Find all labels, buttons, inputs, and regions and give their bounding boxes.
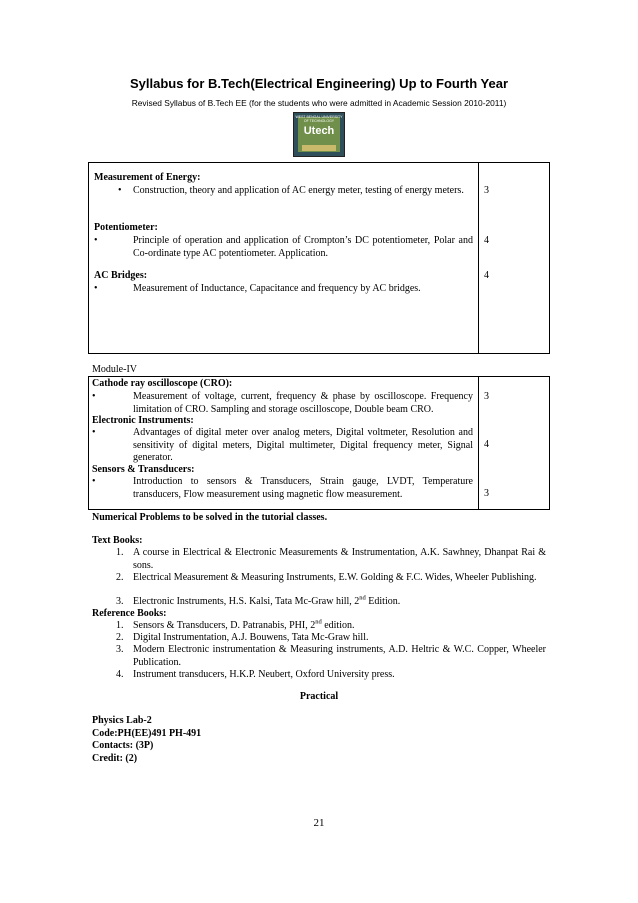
hours-energy: 3 <box>484 185 489 196</box>
text-book-item <box>133 596 546 609</box>
text-books-heading: Text Books: <box>92 535 143 546</box>
bullet-icon: • <box>118 185 122 196</box>
module-label: Module-IV <box>92 364 137 375</box>
reference-book-num: 4. <box>116 669 124 680</box>
logo-text: WEST BENGAL UNIVERSITY OF TECHNOLOGY <box>295 115 343 123</box>
bullet-icon: • <box>92 476 96 487</box>
hours-ac-bridges: 4 <box>484 270 489 281</box>
hours-cro: 3 <box>484 391 489 402</box>
section-heading-sensors: Sensors & Transducers: <box>92 464 195 475</box>
university-logo <box>293 112 345 157</box>
bullet-icon: • <box>94 235 98 246</box>
table-1-divider <box>478 162 479 354</box>
reference-book-item: Instrument transducers, H.K.P. Neubert, Oxford University press. <box>133 669 395 680</box>
hours-potentiometer: 4 <box>484 235 489 246</box>
section-heading-electronic-instruments: Electronic Instruments: <box>92 415 194 426</box>
reference-book-item-a: Sensors & Transducers, D. Patranabis, PHI, 2 <box>133 620 316 631</box>
section-heading-energy: Measurement of Energy: <box>94 172 201 183</box>
text-book-item-a: Electronic Instruments, H.S. Kalsi, Tata Mc-Graw hill, 2 <box>133 596 360 607</box>
reference-book-num: 1. <box>116 620 124 631</box>
page-number: 21 <box>313 817 325 829</box>
logo-word: Utech <box>303 125 335 137</box>
text-book-item-b: Edition. <box>365 596 401 607</box>
section-text-energy: Construction, theory and application of AC energy meter, testing of energy meters. <box>133 185 464 196</box>
section-text-potentiometer: Principle of operation and application of Crompton’s DC potentiometer, Polar and Co-ordinate type AC potentiometer. Application. <box>133 235 473 259</box>
reference-books-heading: Reference Books: <box>92 608 167 619</box>
tutorial-note: Numerical Problems to be solved in the tutorial classes. <box>92 512 328 523</box>
hours-sensors: 3 <box>484 488 489 499</box>
lab-code: Code:PH(EE)491 PH-491 <box>92 728 202 739</box>
section-heading-cro: Cathode ray oscilloscope (CRO): <box>92 378 233 389</box>
reference-book-num: 2. <box>116 632 124 643</box>
table-2-divider <box>478 376 479 510</box>
section-heading-ac-bridges: AC Bridges: <box>94 270 148 281</box>
bullet-icon: • <box>94 283 98 294</box>
text-book-num: 3. <box>116 596 124 607</box>
reference-book-item-b: edition. <box>321 620 355 631</box>
text-book-num: 1. <box>116 547 124 558</box>
section-text-sensors: Introduction to sensors & Transducers, Strain gauge, LVDT, Temperature transducers, Flow measurement using magnetic flow measurement. <box>133 476 473 500</box>
text-book-item: Electrical Measurement & Measuring Instruments, E.W. Golding & F.C. Wides, Wheeler Publishing. <box>133 572 537 583</box>
reference-book-item: Digital Instrumentation, A.J. Bouwens, Tata Mc-Graw hill. <box>133 632 369 643</box>
reference-book-item <box>133 620 546 633</box>
text-book-item-sup: nd <box>359 594 366 602</box>
section-text-ac-bridges: Measurement of Inductance, Capacitance and frequency by AC bridges. <box>133 283 421 294</box>
page-title: Syllabus for B.Tech(Electrical Engineering) Up to Fourth Year <box>129 76 509 91</box>
lab-contacts: Contacts: (3P) <box>92 740 154 751</box>
bullet-icon: • <box>92 427 96 438</box>
section-text-electronic-instruments: Advantages of digital meter over analog meters, Digital voltmeter, Resolution and sensitivity of digital meters, Digital multimeter, Digital frequency meter, Signal generator. <box>133 427 473 463</box>
lab-credit: Credit: (2) <box>92 753 138 764</box>
reference-book-item-sup: nd <box>315 618 322 626</box>
lab-title: Physics Lab-2 <box>92 715 152 726</box>
text-book-item: A course in Electrical & Electronic Measurements & Instrumentation, A.K. Sawhney, Dhanpat Rai & sons. <box>133 547 546 571</box>
bullet-icon: • <box>92 391 96 402</box>
section-text-cro: Measurement of voltage, current, frequency & phase by oscilloscope. Frequency limitation of CRO. Sampling and storage oscilloscope, Double beam CRO. <box>133 391 473 415</box>
section-heading-potentiometer: Potentiometer: <box>94 222 158 233</box>
reference-book-item: Modern Electronic instrumentation & Measuring instruments, A.D. Heltric & W.C. Copper, Wheeler Publication. <box>133 644 546 668</box>
page-subtitle: Revised Syllabus of B.Tech EE (for the students who were admitted in Academic Session 2010-2011) <box>131 98 507 108</box>
text-book-num: 2. <box>116 572 124 583</box>
hours-electronic-instruments: 4 <box>484 439 489 450</box>
practical-heading: Practical <box>299 691 339 702</box>
reference-book-num: 3. <box>116 644 124 655</box>
